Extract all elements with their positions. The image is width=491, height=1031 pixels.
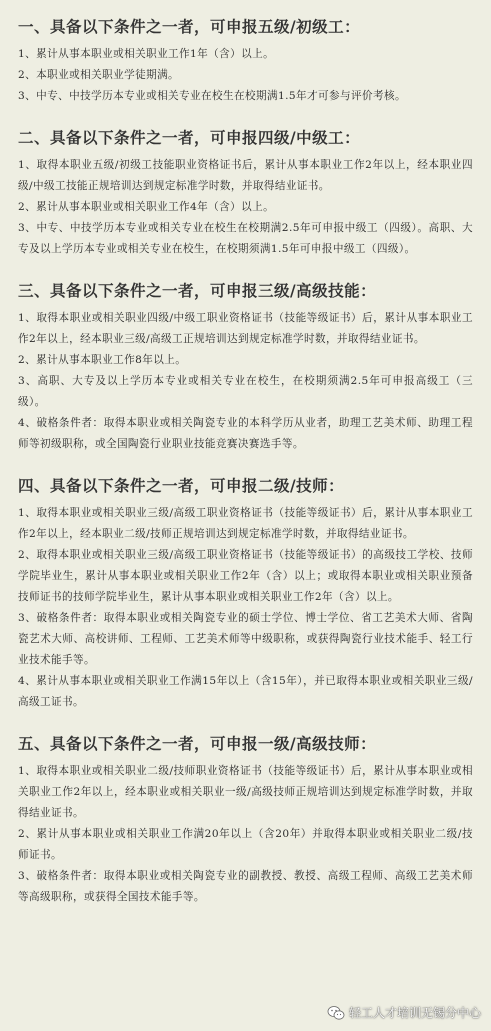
list-item: 2、取得本职业或相关职业三级/高级工职业资格证书（技能等级证书）的高级技工学校、技师学院毕业生，累计从事本职业或相关职业工作2年（含）以上；或取得本职业或相关职业预备技师证书的技师学院毕业生，累计从事本职业或相关职业工作2年（含）以上。 [18,549,473,603]
list-item: 2、累计从事本职业或相关职业工作4年（含）以上。 [18,201,275,213]
list-item: 3、中专、中技学历本专业或相关专业在校生在校期满2.5年可申报中级工（四级）。高职、大专及以上学历本专业或相关专业在校生，在校期须满1.5年可申报中级工（四级）。 [18,222,473,255]
section-title: 三、具备以下条件之一者，可申报三级/高级技能： [18,281,377,300]
list-item: 1、取得本职业或相关职业三级/高级工职业资格证书（技能等级证书）后，累计从事本职业工作2年以上，经本职业二级/技师正规培训达到规定标准学时数，并取得结业证书。 [18,507,473,540]
list-item: 2、本职业或相关职业学徒期满。 [18,69,180,81]
list-item: 1、累计从事本职业或相关职业工作1年（含）以上。 [18,48,275,60]
watermark-text: 轻工人才培训无锡分中心 [348,1006,481,1020]
section-title: 二、具备以下条件之一者，可申报四级/中级工： [18,128,361,147]
list-item: 1、取得本职业或相关职业四级/中级工职业资格证书（技能等级证书）后，累计从事本职业工作2年以上，经本职业三级/高级工正规培训达到规定标准学时数，并取得结业证书。 [18,312,473,345]
section-title: 四、具备以下条件之一者，可申报二级/技师： [18,476,345,495]
section-title: 五、具备以下条件之一者，可申报一级/高级技师： [18,734,377,753]
section-level-5 [18,16,473,107]
list-item: 2、累计从事本职业或相关职业工作满20年以上（含20年）并取得本职业或相关职业二级/技师证书。 [18,828,473,861]
list-item: 3、中专、中技学历本专业或相关专业在校生在校期满1.5年才可参与评价考核。 [18,90,406,102]
list-item: 2、累计从事本职业工作8年以上。 [18,354,187,366]
watermark [327,1004,481,1021]
section-level-1 [18,733,473,908]
section-level-3 [18,280,473,455]
section-level-4 [18,127,473,260]
list-item: 4、累计从事本职业或相关职业工作满15年以上（含15年），并已取得本职业或相关职业三级/高级工证书。 [18,675,473,708]
list-item: 1、取得本职业或相关职业二级/技师职业资格证书（技能等级证书）后，累计从事本职业或相关职业工作2年以上，经本职业或相关职业一级/高级技师正规培训达到规定标准学时数，并取得结业证书。 [18,765,473,819]
section-level-2 [18,475,473,713]
list-item: 1、取得本职业五级/初级工技能职业资格证书后，累计从事本职业工作2年以上，经本职业四级/中级工技能正规培训达到规定标准学时数，并取得结业证书。 [18,159,473,192]
section-title: 一、具备以下条件之一者，可申报五级/初级工： [18,17,361,36]
wechat-icon [327,1005,345,1021]
list-item: 3、破格条件者：取得本职业或相关陶瓷专业的副教授、教授、高级工程师、高级工艺美术师等高级职称，或获得全国技术能手等。 [18,870,473,903]
list-item: 3、高职、大专及以上学历本专业或相关专业在校生，在校期须满2.5年可申报高级工（三级）。 [18,375,473,408]
list-item: 3、破格条件者：取得本职业或相关陶瓷专业的硕士学位、博士学位、省工艺美术大师、省陶瓷艺术大师、高校讲师、工程师、工艺美术师等中级职称，或获得陶瓷行业技术能手、轻工行业技术能手等。 [18,612,473,666]
list-item: 4、破格条件者：取得本职业或相关陶瓷专业的本科学历从业者，助理工艺美术师、助理工程师等初级职称，或全国陶瓷行业职业技能竞赛决赛选手等。 [18,417,473,450]
